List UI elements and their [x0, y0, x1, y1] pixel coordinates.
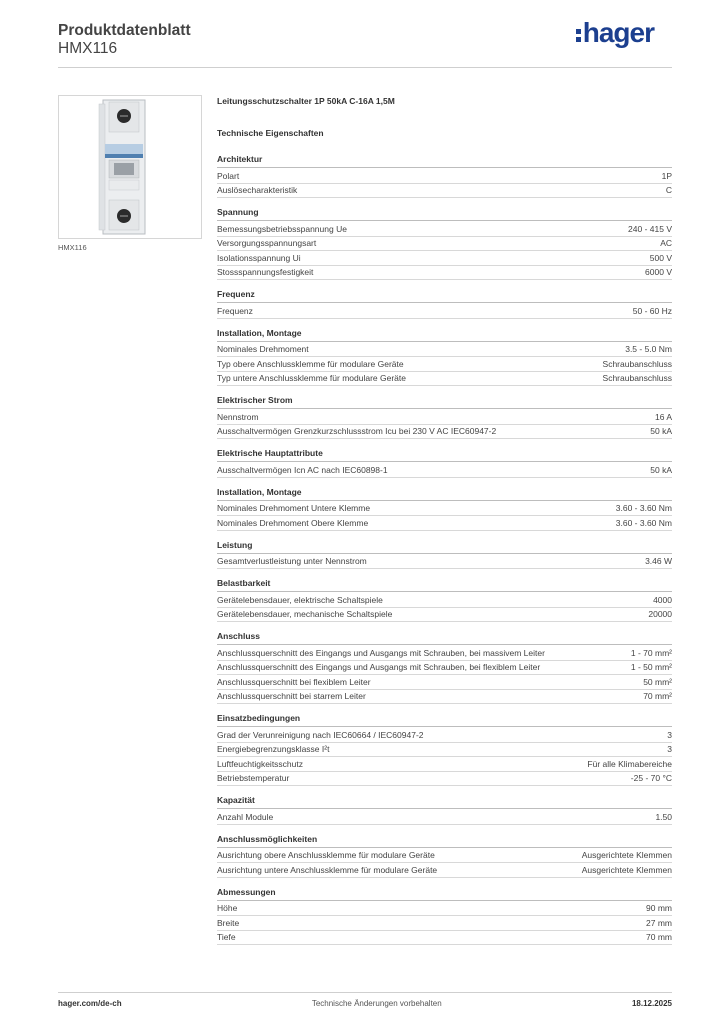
- spec-row: [217, 222, 672, 237]
- section-heading: Einsatzbedingungen: [217, 713, 672, 727]
- spec-row: [217, 810, 672, 825]
- spec-section: [217, 834, 672, 878]
- spec-value: 1.50: [655, 811, 672, 822]
- spec-label: Höhe: [217, 903, 238, 913]
- spec-section: [217, 395, 672, 439]
- spec-value: 500 V: [649, 252, 672, 263]
- section-heading: Elektrischer Strom: [217, 395, 672, 409]
- spec-value: 50 kA: [650, 426, 672, 436]
- spec-label: Energiebegrenzungsklasse I²t: [217, 744, 330, 754]
- section-heading: Belastbarkeit: [217, 578, 672, 592]
- section-heading: Elektrische Hauptattribute: [217, 448, 672, 462]
- section-heading: Installation, Montage: [217, 328, 672, 342]
- spec-value: 3.5 - 5.0 Nm: [625, 344, 672, 354]
- spec-row: [217, 849, 672, 864]
- spec-section: [217, 578, 672, 622]
- spec-section: [217, 448, 672, 478]
- spec-row: [217, 608, 672, 623]
- section-heading: Anschlussmöglichkeiten: [217, 834, 672, 848]
- section-heading: Spannung: [217, 207, 672, 221]
- spec-label: Anschlussquerschnitt bei flexiblem Leiter: [217, 676, 371, 687]
- specifications: [217, 96, 672, 954]
- spec-row: [217, 463, 672, 478]
- spec-row: [217, 646, 672, 661]
- spec-value: 4000: [653, 594, 672, 605]
- spec-section: [217, 487, 672, 531]
- spec-section: [217, 154, 672, 198]
- spec-section: [217, 631, 672, 704]
- spec-label: Breite: [217, 917, 240, 928]
- image-caption: HMX116: [58, 243, 87, 252]
- spec-label: Versorgungsspannungsart: [217, 238, 317, 248]
- spec-label: Ausschaltvermögen Icn AC nach IEC60898-1: [217, 464, 388, 475]
- spec-value: 90 mm: [646, 903, 672, 913]
- spec-section: [217, 795, 672, 825]
- spec-value: 3: [667, 744, 672, 754]
- spec-label: Polart: [217, 170, 240, 181]
- spec-section: [217, 540, 672, 570]
- spec-label: Nominales Drehmoment: [217, 344, 309, 354]
- spec-label: Anschlussquerschnitt bei starrem Leiter: [217, 691, 366, 701]
- footer-date: 18.12.2025: [631, 999, 672, 1008]
- spec-value: Schraubanschluss: [602, 358, 672, 369]
- spec-value: C: [665, 185, 672, 195]
- spec-value: 50 - 60 Hz: [632, 305, 672, 316]
- logo-wordmark: hager: [582, 17, 654, 48]
- spec-value: 20000: [648, 609, 672, 619]
- spec-row: [217, 304, 672, 319]
- logo-dots-icon: [576, 29, 581, 42]
- spec-label: Gesamtverlustleistung unter Nennstrom: [217, 556, 367, 566]
- footer-disclaimer: Technische Änderungen vorbehalten: [311, 999, 442, 1008]
- spec-row: [217, 690, 672, 705]
- spec-row: [217, 516, 672, 531]
- product-image: [58, 95, 202, 239]
- spec-row: [217, 502, 672, 517]
- spec-sections: [217, 154, 672, 945]
- spec-value: 3.60 - 3.60 Nm: [615, 517, 672, 528]
- spec-value: Ausgerichtete Klemmen: [581, 850, 672, 860]
- spec-value: 3: [667, 729, 672, 740]
- product-name: Leitungsschutzschalter 1P 50kA C-16A 1,5M: [217, 96, 395, 106]
- section-heading: Frequenz: [217, 289, 672, 303]
- spec-row: [217, 863, 672, 878]
- spec-value: 70 mm: [646, 932, 672, 942]
- spec-value: Ausgerichtete Klemmen: [581, 864, 672, 875]
- spec-label: Bemessungsbetriebsspannung Ue: [217, 223, 347, 234]
- spec-row: [217, 425, 672, 440]
- spec-label: Nennstrom: [217, 411, 259, 422]
- spec-row: [217, 266, 672, 281]
- spec-label: Typ obere Anschlussklemme für modulare Geräte: [217, 358, 404, 369]
- tech-properties-title: Technische Eigenschaften: [217, 128, 324, 138]
- spec-label: Auslösecharakteristik: [217, 185, 298, 195]
- spec-label: Stossspannungsfestigkeit: [217, 267, 314, 277]
- spec-label: Isolationsspannung Ui: [217, 252, 301, 263]
- spec-row: [217, 772, 672, 787]
- spec-label: Anzahl Module: [217, 811, 274, 822]
- document-title: Produktdatenblatt: [58, 22, 191, 39]
- spec-row: [217, 728, 672, 743]
- page-footer: [58, 992, 672, 1008]
- spec-row: [217, 916, 672, 931]
- spec-row: [217, 661, 672, 676]
- spec-label: Luftfeuchtigkeitsschutz: [217, 758, 303, 769]
- spec-value: 1 - 70 mm²: [630, 647, 672, 658]
- spec-row: [217, 251, 672, 266]
- spec-value: 16 A: [654, 411, 672, 422]
- spec-section: [217, 207, 672, 280]
- spec-row: [217, 931, 672, 946]
- spec-label: Ausrichtung untere Anschlussklemme für modulare Geräte: [217, 864, 438, 875]
- spec-section: [217, 328, 672, 387]
- spec-row: [217, 593, 672, 608]
- spec-label: Nominales Drehmoment Obere Klemme: [217, 517, 369, 528]
- spec-row: [217, 184, 672, 199]
- spec-value: 27 mm: [646, 917, 672, 928]
- spec-row: [217, 169, 672, 184]
- spec-value: 3.46 W: [645, 556, 672, 566]
- spec-section: [217, 887, 672, 946]
- spec-row: [217, 743, 672, 758]
- spec-section: [217, 289, 672, 319]
- spec-label: Ausschaltvermögen Grenzkurzschlussstrom Icu bei 230 V AC IEC60947-2: [217, 426, 497, 436]
- spec-label: Nominales Drehmoment Untere Klemme: [217, 503, 371, 513]
- spec-value: 50 kA: [650, 464, 672, 475]
- spec-value: 70 mm²: [643, 691, 672, 701]
- spec-row: [217, 410, 672, 425]
- product-code: HMX116: [58, 40, 118, 57]
- spec-value: Schraubanschluss: [602, 373, 672, 383]
- spec-label: Frequenz: [217, 305, 253, 316]
- section-heading: Installation, Montage: [217, 487, 672, 501]
- spec-value: 6000 V: [645, 267, 672, 277]
- spec-row: [217, 902, 672, 917]
- spec-label: Grad der Verunreinigung nach IEC60664 / IEC60947-2: [217, 729, 424, 740]
- spec-row: [217, 555, 672, 570]
- spec-label: Anschlussquerschnitt des Eingangs und Ausgangs mit Schrauben, bei massivem Leiter: [217, 647, 545, 658]
- spec-row: [217, 675, 672, 690]
- hager-logo: [576, 18, 654, 48]
- section-heading: Anschluss: [217, 631, 672, 645]
- spec-row: [217, 357, 672, 372]
- circuit-breaker-icon: [59, 96, 201, 238]
- section-heading: Kapazität: [217, 795, 672, 809]
- page-header: [58, 17, 672, 68]
- section-heading: Leistung: [217, 540, 672, 554]
- spec-value: Für alle Klimabereiche: [587, 758, 672, 769]
- spec-label: Gerätelebensdauer, elektrische Schaltspiele: [217, 594, 383, 605]
- spec-label: Tiefe: [217, 932, 236, 942]
- section-heading: Abmessungen: [217, 887, 672, 901]
- spec-value: 240 - 415 V: [628, 223, 672, 234]
- spec-value: AC: [660, 238, 672, 248]
- spec-label: Typ untere Anschlussklemme für modulare Geräte: [217, 373, 406, 383]
- spec-section: [217, 713, 672, 786]
- spec-label: Gerätelebensdauer, mechanische Schaltspiele: [217, 609, 393, 619]
- spec-value: 1P: [661, 170, 672, 181]
- product-image-column: [58, 95, 202, 252]
- spec-label: Ausrichtung obere Anschlussklemme für modulare Geräte: [217, 850, 435, 860]
- spec-row: [217, 372, 672, 387]
- spec-value: -25 - 70 °C: [630, 773, 672, 783]
- section-heading: Architektur: [217, 154, 672, 168]
- spec-value: 1 - 50 mm²: [630, 662, 672, 672]
- spec-value: 3.60 - 3.60 Nm: [615, 503, 672, 513]
- spec-label: Betriebstemperatur: [217, 773, 290, 783]
- spec-label: Anschlussquerschnitt des Eingangs und Ausgangs mit Schrauben, bei flexiblem Leiter: [217, 662, 541, 672]
- spec-row: [217, 757, 672, 772]
- spec-row: [217, 237, 672, 252]
- footer-website: hager.com/de-ch: [58, 999, 122, 1008]
- spec-value: 50 mm²: [643, 676, 672, 687]
- spec-row: [217, 343, 672, 358]
